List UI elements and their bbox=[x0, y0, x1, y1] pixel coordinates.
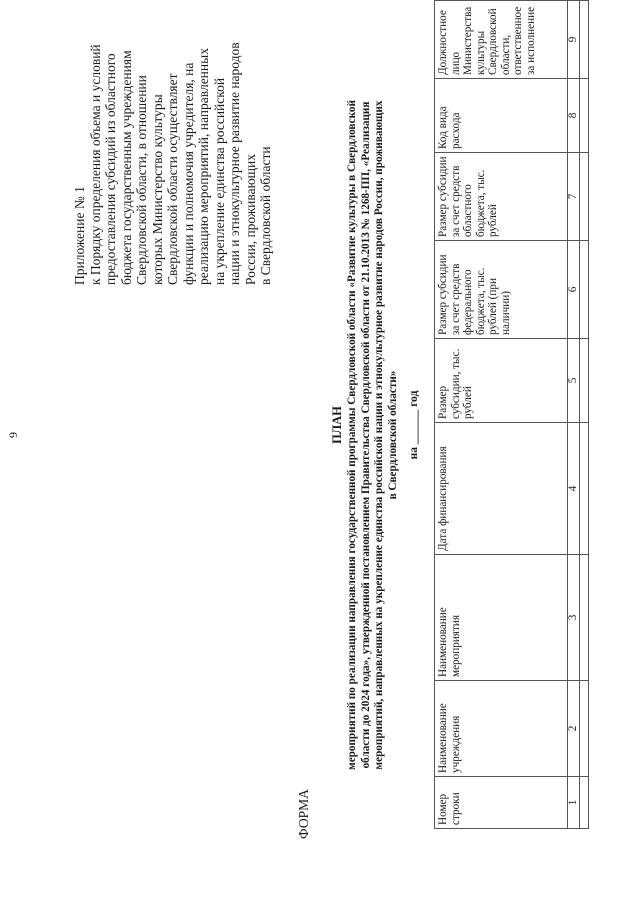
empty-cell bbox=[580, 339, 589, 423]
form-label: ФОРМА bbox=[296, 789, 311, 839]
column-number-row bbox=[568, 1, 580, 829]
column-number: 8 bbox=[568, 79, 580, 153]
table-header-row bbox=[435, 1, 568, 829]
appendix-line: в Свердловской области bbox=[258, 146, 273, 285]
plan-description-line: в Свердловской области» bbox=[386, 370, 399, 500]
empty-cell bbox=[580, 241, 589, 339]
appendix-line: реализацию мероприятий, направленных bbox=[196, 48, 211, 285]
appendix-line: на укрепление единства российской bbox=[211, 77, 227, 285]
appendix-line: бюджета государственным учреждениям bbox=[118, 50, 134, 285]
column-number: 3 bbox=[568, 555, 580, 681]
header-financing-date: Дата финансирования bbox=[435, 423, 568, 555]
plan-description-line: области до 2024 года», утвержденной постановлением Правительства Свердловской области от 21.10.2013 № 1268-ПП, «Реализация bbox=[359, 101, 372, 769]
empty-cell bbox=[580, 681, 589, 777]
appendix-line: России, проживающих bbox=[242, 153, 258, 285]
appendix-line: Свердловской области, в отношении bbox=[134, 75, 149, 285]
appendix-line: к Порядку определения объема и условий bbox=[87, 44, 103, 285]
empty-cell bbox=[580, 555, 589, 681]
plan-description-line: мероприятий, направленных на укрепление единства российской нации и этнокультурное развитие народов России, проживающих bbox=[373, 100, 385, 770]
column-number: 5 bbox=[568, 339, 580, 423]
plan-year-line: на ______ год bbox=[408, 390, 420, 460]
header-federal-budget-subsidy: Размер субсидии за счет средств федерального бюджета, тыс. рублей (при наличии) bbox=[435, 241, 568, 339]
column-number: 6 bbox=[568, 241, 580, 339]
column-number: 1 bbox=[568, 777, 580, 829]
header-responsible-official: Должностное лицо Министерства культуры Свердловской области, ответственное за исполнение bbox=[435, 1, 568, 79]
column-number: 9 bbox=[568, 1, 580, 79]
plan-description-line: мероприятий по реализации направления государственной программы Свердловской области «Развитие культуры в Свердловской bbox=[346, 100, 358, 770]
page-number: 9 bbox=[6, 432, 20, 438]
empty-data-row bbox=[580, 1, 589, 829]
column-number: 7 bbox=[568, 153, 580, 241]
header-row-number: Номер строки bbox=[435, 777, 568, 829]
header-institution-name: Наименование учреждения bbox=[435, 681, 568, 777]
appendix-line: которых Министерство культуры bbox=[149, 94, 165, 285]
empty-cell bbox=[580, 79, 589, 153]
empty-cell bbox=[580, 153, 589, 241]
empty-cell bbox=[580, 777, 589, 829]
header-event-name: Наименование мероприятия bbox=[435, 555, 568, 681]
empty-cell bbox=[580, 1, 589, 79]
plan-table bbox=[434, 0, 589, 829]
header-regional-budget-subsidy: Размер субсидии за счет средств областного бюджета, тыс. рублей bbox=[435, 153, 568, 241]
plan-title: ПЛАН bbox=[330, 406, 344, 444]
empty-cell bbox=[580, 423, 589, 555]
appendix-line: функции и полномочия учредителя, на bbox=[180, 62, 196, 285]
header-subsidy-amount: Размер субсидии, тыс. рублей bbox=[435, 339, 568, 423]
appendix-block bbox=[72, 15, 274, 285]
plan-description bbox=[346, 45, 400, 825]
appendix-line: предоставления субсидий из областного bbox=[103, 53, 118, 285]
appendix-line: Свердловской области осуществляет bbox=[165, 73, 180, 285]
appendix-heading: Приложение № 1 bbox=[72, 186, 87, 285]
appendix-line: нации и этнокультурное развитие народов bbox=[227, 42, 242, 285]
header-expense-code: Код вида расхода bbox=[435, 79, 568, 153]
column-number: 4 bbox=[568, 423, 580, 555]
column-number: 2 bbox=[568, 681, 580, 777]
